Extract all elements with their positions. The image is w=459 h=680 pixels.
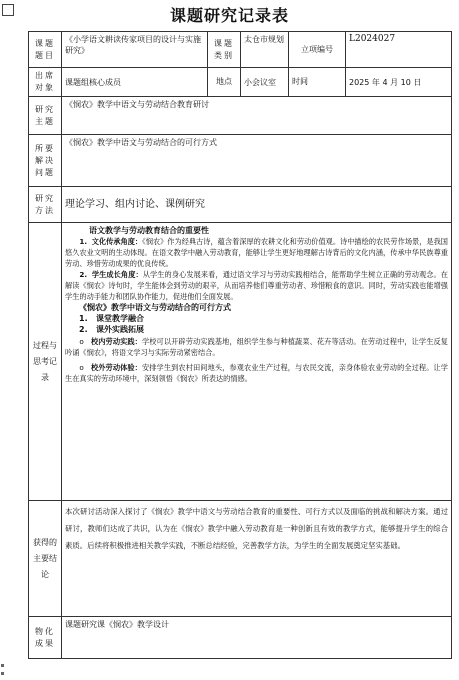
process-heading-methods: 《悯农》教学中语文与劳动结合的可行方式 — [79, 303, 231, 312]
paragraph-body: 《悯农》作为经典古诗，蕴含着深厚的农耕文化和劳动价值观。诗中描绘的农民劳作场景，是我国悠久农业文明的生动体现。在语文教学中融入劳动教育，能够让学生更好地理解古诗背后的文化内涵，传承中华民族尊重劳动、珍惜劳动成果的优良传统。 — [65, 237, 448, 268]
location-label: 地点 — [208, 68, 241, 97]
time-label: 时间 — [289, 68, 346, 97]
topic-value[interactable]: 《小学语文耕读传家项目的设计与实施研究》 — [62, 32, 208, 68]
method-value[interactable]: 理论学习、组内讨论、课例研究 — [62, 187, 452, 223]
id-label: 立项编号 — [289, 32, 346, 68]
process-content[interactable] — [62, 223, 452, 501]
table-row — [29, 187, 452, 223]
process-label: 过程与思考记录 — [29, 223, 62, 501]
subject-label: 研究主题 — [29, 97, 62, 135]
process-paragraph — [65, 336, 448, 358]
result-label: 物化成果 — [29, 617, 62, 659]
resize-marker — [1, 672, 4, 675]
list-item-text: 课堂教学融合 — [95, 314, 144, 323]
resize-marker — [1, 664, 4, 667]
table-row — [29, 68, 452, 97]
process-paragraph — [65, 362, 448, 384]
list-number: 1. — [79, 237, 88, 246]
gain-label: 获得的主要结论 — [29, 501, 62, 617]
table-row — [29, 97, 452, 135]
paragraph-title: 文化传承角度： — [91, 237, 143, 246]
table-row — [29, 223, 452, 501]
problem-value[interactable]: 《悯农》教学中语文与劳动结合的可行方式 — [62, 135, 452, 187]
process-paragraph — [65, 269, 448, 302]
problem-label: 所要解决问题 — [29, 135, 62, 187]
paragraph-title: 校内劳动实践： — [90, 337, 142, 346]
table-row — [29, 135, 452, 187]
list-item — [65, 313, 448, 324]
result-value[interactable]: 课题研究课《悯农》教学设计 — [62, 617, 452, 659]
table-row — [29, 501, 452, 617]
list-item — [65, 324, 448, 335]
process-paragraph — [65, 236, 448, 269]
attendees-label: 出席对象 — [29, 68, 62, 97]
subject-value[interactable]: 《悯农》教学中语文与劳动结合教育研讨 — [62, 97, 452, 135]
list-number: 1. — [79, 314, 88, 323]
paragraph-body: 安排学生到农村田间地头，参观农业生产过程，与农民交流，亲身体验农业劳动的全过程。让学生在真实的劳动环境中，深刻领悟《悯农》所表达的情感。 — [65, 363, 448, 383]
gain-value[interactable]: 本次研讨活动深入探讨了《悯农》教学中语文与劳动结合教育的重要性、可行方式以及面临的挑战和解决方案。通过研讨，教师们达成了共识，认为在《悯农》教学中融入劳动教育是一种创新且有效的教学方式，能够提升学生的综合素质。后续将积极推进相关教学实践，不断总结经验，完善教学方法，为学生的全面发展奠定坚实基础。 — [62, 501, 452, 617]
attendees-value[interactable]: 课题组核心成员 — [62, 68, 208, 97]
id-value[interactable]: L2024027 — [346, 32, 452, 68]
paragraph-title: 学生成长角度： — [91, 270, 143, 279]
topic-label: 课题题目 — [29, 32, 62, 68]
location-value[interactable]: 小会议室 — [241, 68, 289, 97]
table-move-handle[interactable] — [2, 4, 14, 16]
process-heading-importance: 语文教学与劳动教育结合的重要性 — [89, 226, 209, 235]
paragraph-title: 校外劳动体验： — [90, 363, 142, 372]
list-item-text: 课外实践拓展 — [95, 325, 144, 334]
category-value[interactable]: 太仓市规划 — [241, 32, 289, 68]
paragraph-body: 从学生的身心发展来看，通过语文学习与劳动实践相结合，能帮助学生树立正确的劳动观念。在解读《悯农》诗句时，学生能体会到劳动的艰辛，从而培养他们尊重劳动者、珍惜粮食的意识。同时，劳动实践也能增强学生的动手能力和团队协作能力，促进他们全面发展。 — [65, 270, 448, 301]
research-record-table — [28, 31, 452, 659]
time-value[interactable]: 2025 年 4 月 10 日 — [346, 68, 452, 97]
table-row — [29, 32, 452, 68]
bullet-icon: o — [79, 337, 84, 346]
list-number: 2. — [79, 270, 88, 279]
page-title: 课题研究记录表 — [169, 6, 289, 25]
list-number: 2. — [79, 325, 88, 334]
table-row — [29, 617, 452, 659]
bullet-icon: o — [79, 363, 84, 372]
category-label: 课题类别 — [208, 32, 241, 68]
method-label: 研究方法 — [29, 187, 62, 223]
paragraph-body: 学校可以开辟劳动实践基地，组织学生参与种植蔬菜、花卉等活动。在劳动过程中，让学生反复吟诵《悯农》，将语文学习与实际劳动紧密结合。 — [65, 337, 448, 357]
